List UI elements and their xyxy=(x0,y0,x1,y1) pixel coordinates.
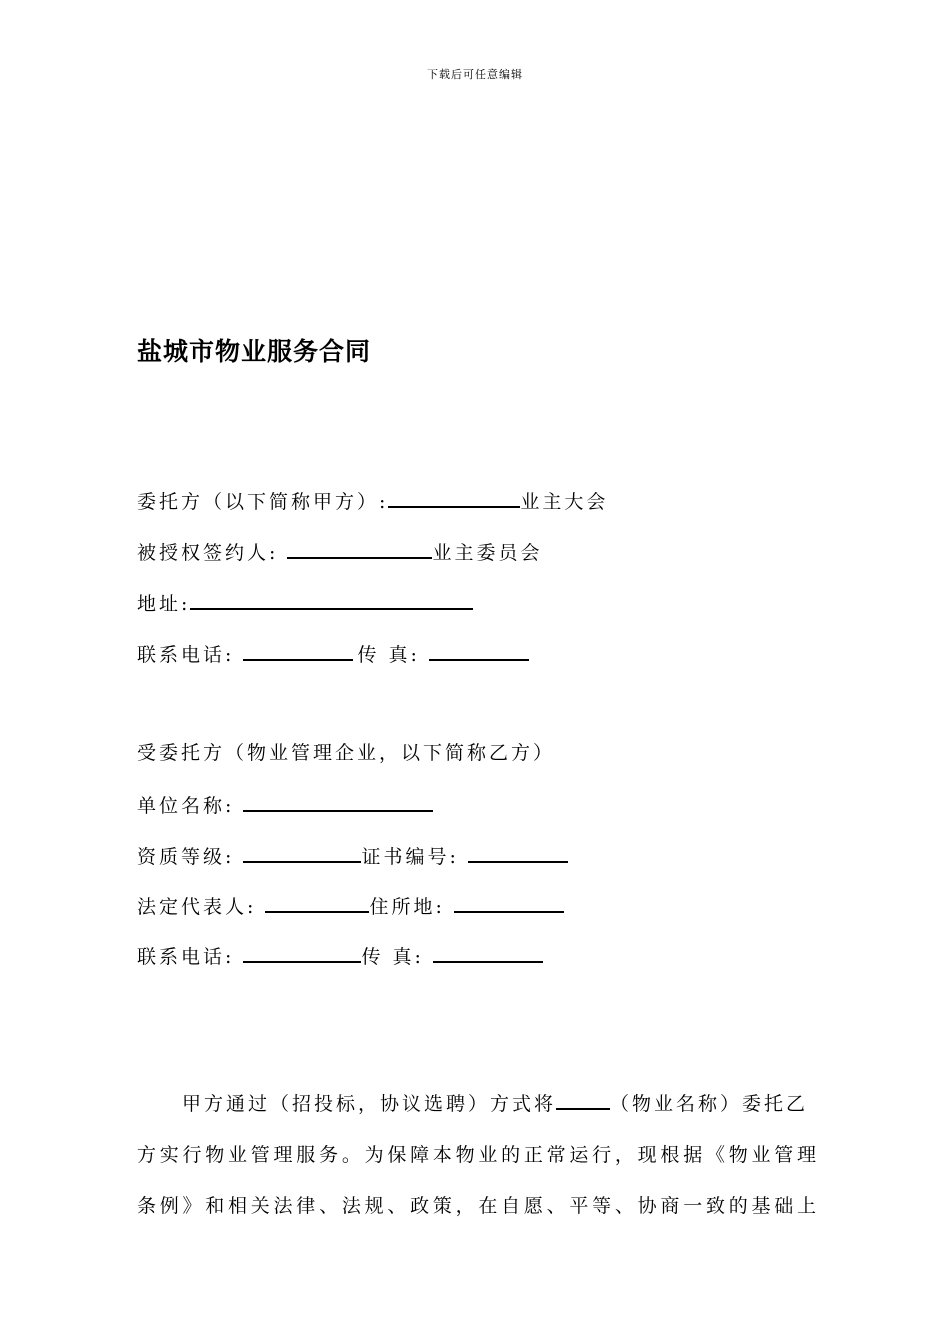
party-a-heading-suffix: 业主大会 xyxy=(520,491,609,513)
party-a-heading-label: 委托方（以下简称甲方）: xyxy=(137,491,389,513)
party-b-contact-line xyxy=(137,943,543,969)
party-b-phone-label: 联系电话: xyxy=(137,946,244,968)
party-a-address-label: 地址: xyxy=(137,593,191,615)
party-b-qualification-blank[interactable] xyxy=(243,843,361,863)
party-a-address-line xyxy=(137,590,473,616)
party-a-signatory-line xyxy=(137,539,542,565)
party-b-fax-blank[interactable] xyxy=(433,943,543,963)
party-a-signatory-suffix: 业主委员会 xyxy=(432,542,543,564)
party-b-qualification-line xyxy=(137,843,568,869)
party-a-fax-blank[interactable] xyxy=(429,641,529,661)
body-paragraph-line-3: 条例》和相关法律、法规、政策，在自愿、平等、协商一致的基础上 xyxy=(137,1195,819,1217)
party-b-heading: 受委托方（物业管理企业，以下简称乙方） xyxy=(137,742,556,764)
party-a-signatory-label: 被授权签约人: xyxy=(137,542,288,564)
party-a-heading-line xyxy=(137,488,608,514)
party-b-legal-rep-blank[interactable] xyxy=(265,893,369,913)
party-b-company-blank[interactable] xyxy=(243,792,433,812)
header-note: 下载后可任意编辑 xyxy=(427,68,523,81)
party-b-domicile-label: 住所地: xyxy=(369,896,454,918)
party-b-phone-blank[interactable] xyxy=(243,943,361,963)
party-a-fax-label: 传 真: xyxy=(357,644,429,666)
party-b-legal-rep-label: 法定代表人: xyxy=(137,896,266,918)
party-a-phone-blank[interactable] xyxy=(243,641,353,661)
party-a-name-blank[interactable] xyxy=(388,488,520,508)
body-paragraph-line-1 xyxy=(137,1079,819,1130)
body-paragraph-line-2: 方实行物业管理服务。为保障本物业的正常运行，现根据《物业管理 xyxy=(137,1144,819,1166)
party-b-legal-rep-line xyxy=(137,893,564,919)
party-b-heading-line xyxy=(137,741,555,765)
document-title: 盐城市物业服务合同 xyxy=(137,337,372,366)
party-a-signatory-blank[interactable] xyxy=(287,539,432,559)
body-paragraph-line-1-prefix: 甲方通过（招投标，协议选聘）方式将 xyxy=(182,1093,557,1115)
party-b-fax-label: 传 真: xyxy=(361,946,433,968)
party-a-contact-line xyxy=(137,641,529,667)
party-a-address-blank[interactable] xyxy=(190,590,473,610)
party-b-certificate-blank[interactable] xyxy=(468,843,568,863)
body-paragraph xyxy=(137,1079,819,1232)
party-b-company-line xyxy=(137,792,433,818)
party-b-company-label: 单位名称: xyxy=(137,795,244,817)
party-b-domicile-blank[interactable] xyxy=(454,893,564,913)
property-name-blank[interactable] xyxy=(556,1090,610,1110)
party-b-certificate-label: 证书编号: xyxy=(361,846,468,868)
body-paragraph-line-1-suffix: （物业名称）委托乙 xyxy=(610,1093,809,1115)
party-a-phone-label: 联系电话: xyxy=(137,644,244,666)
party-b-qualification-label: 资质等级: xyxy=(137,846,244,868)
